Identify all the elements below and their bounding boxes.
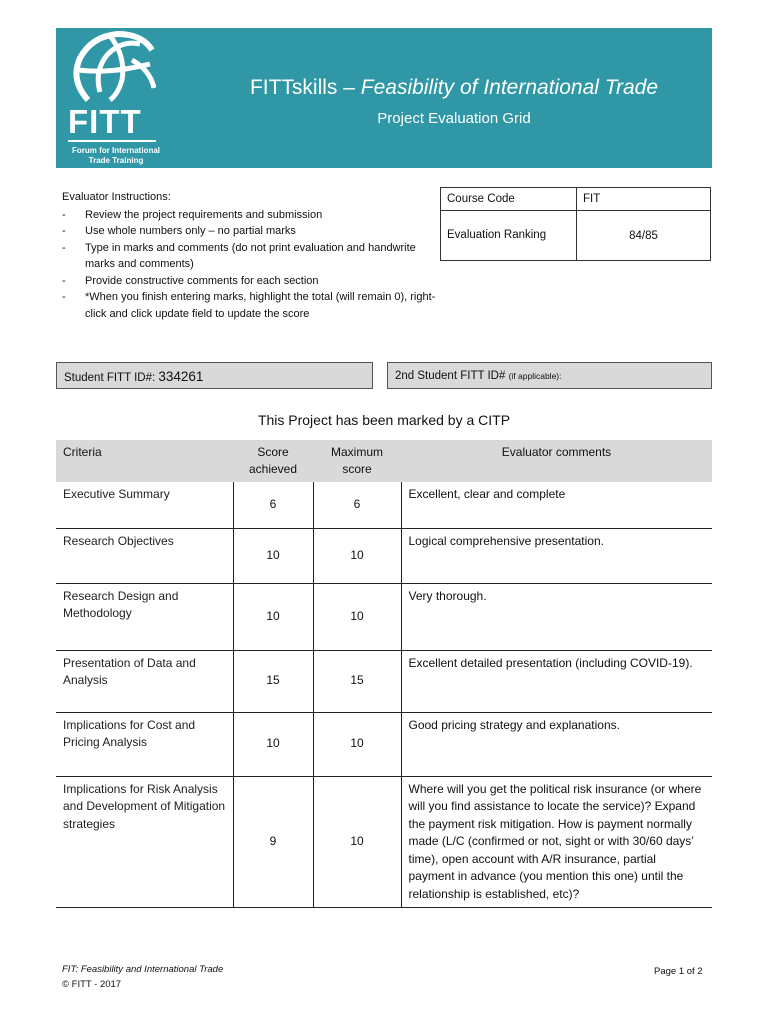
max-cell: 15 [313, 650, 401, 712]
comment-cell[interactable]: Where will you get the political risk insurance (or where will you find assistance to locate the service)? Expand the payment risk mitigation. How is payment normally made (L/C (confirmed or not, sight or with 30/60 days’ time), open account with A/R insurance, partial payment in advance (you mention this one) until the relationship is established, etc)? [401, 776, 712, 908]
table-row [56, 776, 712, 908]
table-row [56, 482, 712, 528]
evaluation-grid [56, 440, 712, 908]
table-row [56, 528, 712, 583]
list-item: - Type in marks and comments (do not print evaluation and handwrite marks and comments) [62, 241, 416, 270]
score-cell[interactable]: 15 [233, 650, 313, 712]
score-cell[interactable]: 10 [233, 712, 313, 776]
second-student-id-field[interactable]: 2nd Student FITT ID# (if applicable): [387, 362, 712, 389]
student-id-value: 334261 [158, 369, 204, 384]
maximum-header: Maximum score [313, 440, 401, 482]
list-item: - Use whole numbers only – no partial marks [62, 225, 296, 237]
criteria-cell: Implications for Risk Analysis and Development of Mitigation strategies [56, 776, 233, 908]
course-code-value[interactable]: FIT [577, 188, 711, 211]
document-subtitle: Project Evaluation Grid [377, 110, 531, 127]
comment-cell[interactable]: Excellent, clear and complete [401, 482, 712, 528]
max-cell: 10 [313, 712, 401, 776]
score-cell[interactable]: 9 [233, 776, 313, 908]
criteria-cell: Research Design and Methodology [56, 583, 233, 650]
instructions-heading: Evaluator Instructions: [62, 191, 171, 203]
comment-cell[interactable]: Good pricing strategy and explanations. [401, 712, 712, 776]
footer-left: FIT: Feasibility and International Trade © FITT - 2017 [62, 964, 224, 990]
score-cell[interactable]: 6 [233, 482, 313, 528]
max-cell: 6 [313, 482, 401, 528]
course-code-label: Course Code [441, 188, 577, 211]
score-cell[interactable]: 10 [233, 528, 313, 583]
table-row [56, 712, 712, 776]
evaluation-ranking-label: Evaluation Ranking [441, 211, 577, 261]
document-title: FITTskills – Feasibility of International Trade [249, 76, 659, 99]
logo-subtitle: Forum for International Trade Training [72, 146, 160, 165]
comment-cell[interactable]: Logical comprehensive presentation. [401, 528, 712, 583]
table-row [56, 583, 712, 650]
course-info-table [440, 187, 711, 261]
student-id-field[interactable]: Student FITT ID#: 334261 [56, 362, 373, 389]
comment-cell[interactable]: Very thorough. [401, 583, 712, 650]
criteria-cell: Presentation of Data and Analysis [56, 650, 233, 712]
instructions-list [62, 207, 442, 323]
max-cell: 10 [313, 583, 401, 650]
list-item: - Provide constructive comments for each section [62, 274, 319, 287]
score-header: Score achieved [233, 440, 313, 482]
list-item: - *When you finish entering marks, highlight the total (will remain 0), right-click and click update field to update the score [62, 291, 436, 320]
max-cell: 10 [313, 776, 401, 908]
comments-header: Evaluator comments [401, 440, 712, 482]
logo-divider [68, 140, 156, 142]
criteria-header: Criteria [56, 440, 233, 482]
score-cell[interactable]: 10 [233, 583, 313, 650]
table-row [56, 650, 712, 712]
header-banner [56, 28, 712, 168]
grid-header-row [56, 440, 712, 482]
max-cell: 10 [313, 528, 401, 583]
evaluation-ranking-value[interactable]: 84/85 [577, 211, 711, 261]
logo-wordmark: FITT [68, 103, 142, 140]
marked-by-statement: This Project has been marked by a CITP [257, 412, 511, 428]
criteria-cell: Implications for Cost and Pricing Analysis [56, 712, 233, 776]
comment-cell[interactable]: Excellent detailed presentation (including COVID-19). [401, 650, 712, 712]
evaluator-instructions [62, 189, 442, 322]
list-item: - Review the project requirements and submission [62, 208, 323, 221]
criteria-cell: Research Objectives [56, 528, 233, 583]
page-number: Page 1 of 2 [654, 966, 703, 977]
criteria-cell: Executive Summary [56, 482, 233, 528]
